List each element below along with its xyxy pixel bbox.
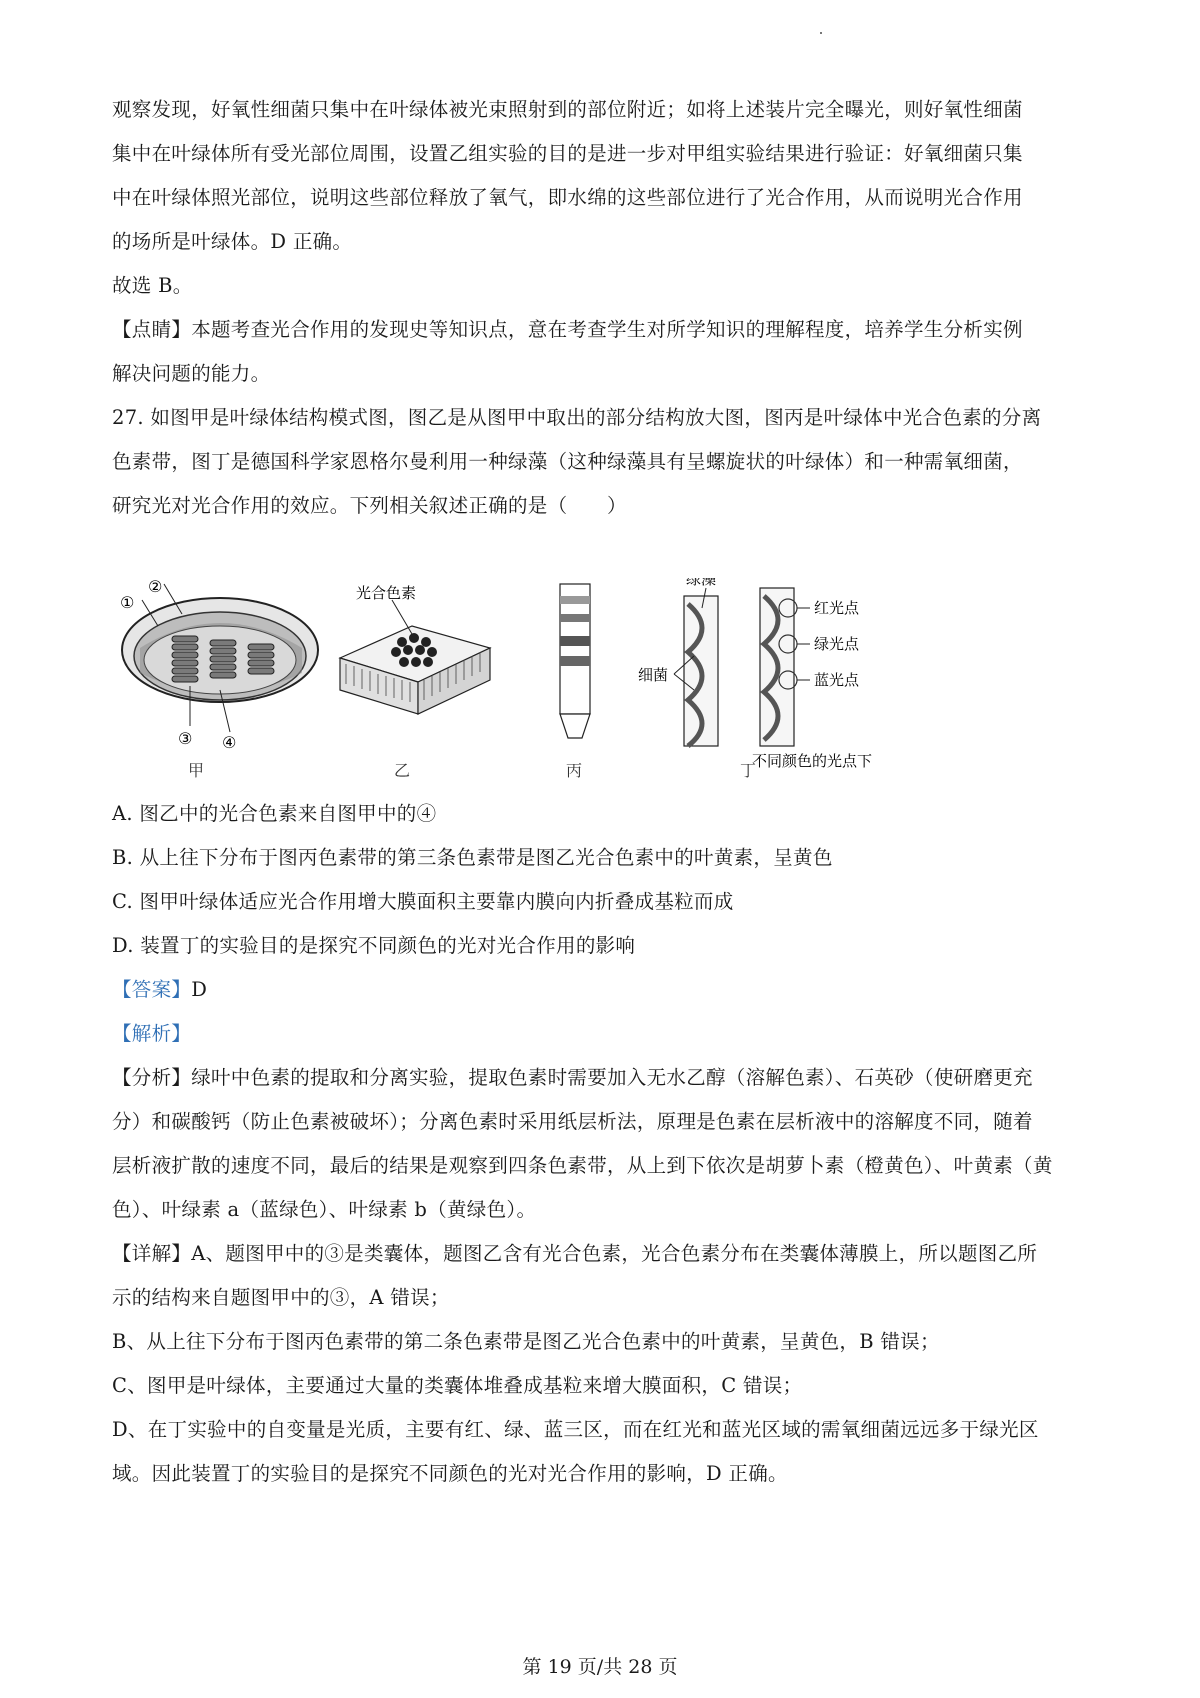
detail-line: 【详解】A、题图甲中的③是类囊体，题图乙含有光合色素，光合色素分布在类囊体薄膜上，所以题图乙所: [112, 1242, 1038, 1265]
page-footer: 第 19 页/共 28 页: [522, 1656, 678, 1678]
engelmann-diagram: [638, 578, 872, 770]
bacteria-label: 细菌: [638, 666, 669, 684]
conclusion-line: 故选 B。: [112, 274, 193, 297]
detail-line: C、图甲是叶绿体，主要通过大量的类囊体堆叠成基粒来增大膜面积，C 错误；: [112, 1374, 803, 1397]
detail-line: B、从上往下分布于图丙色素带的第二条色素带是图乙光合色素中的叶黄素，呈黄色，B 错误；: [112, 1330, 940, 1353]
label-num2: ②: [148, 578, 163, 596]
question-stem: 27. 如图甲是叶绿体结构模式图，图乙是从图甲中取出的部分结构放大图，图丙是叶绿体中光合色素的分离: [112, 406, 1042, 429]
option-c: C. 图甲叶绿体适应光合作用增大膜面积主要靠内膜向内折叠成基粒而成: [112, 890, 734, 913]
chloroplast-diagram: [120, 578, 318, 752]
red-light-label: 红光点: [814, 599, 860, 617]
comment-line: 解决问题的能力。: [112, 362, 271, 385]
text-line: 观察发现，好氧性细菌只集中在叶绿体被光束照射到的部位附近；如将上述装片完全曝光，则好氧性细菌: [112, 98, 1023, 121]
scan-speck: [820, 32, 822, 34]
pigment-strip: [560, 584, 590, 738]
detail-line: 域。因此装置丁的实验目的是探究不同颜色的光对光合作用的影响，D 正确。: [112, 1462, 788, 1485]
detail-line: D、在丁实验中的自变量是光质，主要有红、绿、蓝三区，而在红光和蓝光区域的需氧细菌远远多于绿光区: [112, 1418, 1039, 1441]
analysis-line: 分）和碳酸钙（防止色素被破坏）；分离色素时采用纸层析法，原理是色素在层析液中的溶解度不同，随着: [112, 1110, 1033, 1133]
caption-yi: 乙: [394, 761, 411, 780]
figure-svg: [112, 578, 1012, 778]
question-figure: [112, 578, 1012, 778]
question-stem: 色素带，图丁是德国科学家恩格尔曼利用一种绿藻（这种绿藻具有呈螺旋状的叶绿体）和一种需氧细菌，: [112, 450, 1023, 473]
question-stem: 研究光对光合作用的效应。下列相关叙述正确的是（ ）: [112, 494, 627, 517]
answer-tag: 【答案】: [112, 978, 192, 1001]
analysis-line: 层析液扩散的速度不同，最后的结果是观察到四条色素带，从上到下依次是胡萝卜素（橙黄色）、叶黄素（黄: [112, 1154, 1053, 1177]
diff-light-label: 不同颜色的光点下: [752, 752, 873, 770]
membrane-diagram: [340, 584, 490, 714]
caption-jia: 甲: [188, 761, 205, 780]
pigment-label: 光合色素: [356, 584, 417, 602]
blue-light-label: 蓝光点: [814, 671, 860, 689]
option-d: D. 装置丁的实验目的是探究不同颜色的光对光合作用的影响: [112, 934, 636, 957]
option-b: B. 从上往下分布于图丙色素带的第三条色素带是图乙光合色素中的叶黄素，呈黄色: [112, 846, 833, 869]
analysis-line: 色）、叶绿素 a（蓝绿色）、叶绿素 b（黄绿色）。: [112, 1198, 537, 1221]
caption-ding: 丁: [740, 761, 757, 780]
algae-label: 绿藻: [686, 578, 717, 588]
text-line: 集中在叶绿体所有受光部位周围，设置乙组实验的目的是进一步对甲组实验结果进行验证：好氧细菌只集: [112, 142, 1023, 165]
option-a: A. 图乙中的光合色素来自图甲中的④: [112, 802, 437, 825]
caption-bing: 丙: [566, 761, 583, 780]
text-line: 中在叶绿体照光部位，说明这些部位释放了氧气，即水绵的这些部位进行了光合作用，从而说明光合作用: [112, 186, 1023, 209]
answer-line: [112, 978, 1102, 1002]
analysis-line: 【分析】绿叶中色素的提取和分离实验，提取色素时需要加入无水乙醇（溶解色素）、石英砂（使研磨更充: [112, 1066, 1033, 1089]
label-num4: ④: [222, 733, 237, 752]
analysis-tag: 【解析】: [112, 1022, 192, 1045]
comment-line: 【点睛】本题考查光合作用的发现史等知识点，意在考查学生对所学知识的理解程度，培养学生分析实例: [112, 318, 1023, 341]
text-line: 的场所是叶绿体。D 正确。: [112, 230, 353, 253]
label-num1: ①: [120, 593, 135, 612]
answer-value: D: [191, 978, 208, 1001]
label-num3: ③: [178, 729, 193, 748]
detail-line: 示的结构来自题图甲中的③，A 错误；: [112, 1286, 450, 1309]
green-light-label: 绿光点: [814, 635, 860, 653]
